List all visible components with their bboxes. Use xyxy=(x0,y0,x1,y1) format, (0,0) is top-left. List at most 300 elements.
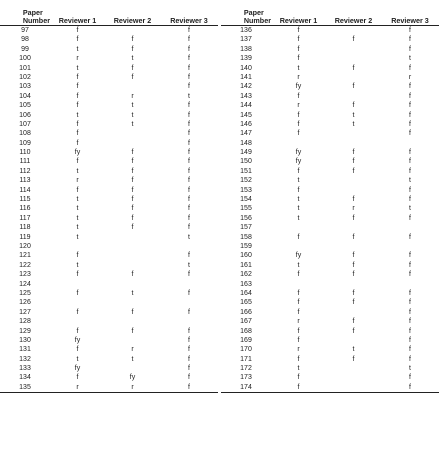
reviewer-2-cell: f xyxy=(131,214,134,222)
table-row xyxy=(221,214,439,223)
reviewer-1-cell: f xyxy=(76,139,79,147)
table-row xyxy=(0,261,218,270)
reviewer-3-cell: f xyxy=(188,224,190,232)
reviewer-1-cell: fy xyxy=(295,158,302,166)
reviewer-3-cell: f xyxy=(409,374,411,382)
reviewer-3-cell: f xyxy=(409,261,411,269)
reviewer-2-cell xyxy=(105,129,160,138)
table-row xyxy=(221,261,439,270)
reviewer-3-cell: f xyxy=(188,336,190,344)
reviewer-3-cell: f xyxy=(188,365,190,373)
reviewer-2-cell: f xyxy=(131,205,134,213)
reviewer-1-cell xyxy=(50,242,105,251)
reviewer-2-cell xyxy=(326,54,381,63)
reviewer-2-cell: f xyxy=(131,36,134,44)
reviewer-1-cell: r xyxy=(50,383,105,393)
reviewer-3-cell: f xyxy=(409,36,411,44)
reviewer-2-cell: t xyxy=(131,355,134,363)
paper-number-cell: 114 xyxy=(19,186,31,194)
paper-number-cell: 105 xyxy=(19,102,31,110)
paper-number-cell: 136 xyxy=(240,27,252,34)
paper-number-cell: 163 xyxy=(240,280,252,288)
reviewer-3-cell: f xyxy=(409,92,411,100)
reviewer-3-cell xyxy=(160,280,218,289)
paper-number-cell: 173 xyxy=(240,374,252,382)
paper-number-cell: 143 xyxy=(240,92,252,100)
reviewer-2-cell: f xyxy=(352,271,355,279)
paper-number-cell: 100 xyxy=(19,55,31,63)
paper-number-cell: 101 xyxy=(19,64,31,72)
reviewer-1-cell: t xyxy=(297,196,300,204)
reviewer-2-cell: f xyxy=(352,327,355,335)
reviewer-2-cell: f xyxy=(131,45,134,53)
reviewer-3-cell: f xyxy=(188,252,190,260)
table-row xyxy=(221,92,439,101)
header-row xyxy=(221,9,439,26)
reviewer-3-cell: f xyxy=(409,355,411,363)
reviewer-2-cell xyxy=(105,317,160,326)
reviewer-2-cell xyxy=(326,129,381,138)
reviewer-2-cell: f xyxy=(131,271,134,279)
paper-number-cell: 138 xyxy=(240,45,252,53)
paper-number-cell: 99 xyxy=(21,45,29,53)
table-row xyxy=(221,82,439,91)
table-row xyxy=(0,364,218,373)
reviewer-2-cell: f xyxy=(352,355,355,363)
paper-number-cell: 122 xyxy=(19,261,31,269)
paper-number-cell: 118 xyxy=(19,224,31,232)
reviewer-3-cell: t xyxy=(409,177,411,185)
reviewer-3-cell: f xyxy=(409,308,411,316)
reviewer-3-cell: t xyxy=(409,365,411,373)
reviewer-1-cell: f xyxy=(76,36,79,44)
paper-number-cell: 165 xyxy=(240,299,252,307)
reviewer-1-cell: f xyxy=(297,55,300,63)
paper-number-cell: 162 xyxy=(240,271,252,279)
reviewer-2-cell: t xyxy=(131,55,134,63)
reviewer-1-cell: f xyxy=(76,346,79,354)
paper-number-cell: 154 xyxy=(240,196,252,204)
reviewer-3-cell: f xyxy=(188,27,190,34)
reviewer-2-header: Reviewer 2 xyxy=(105,9,160,26)
table-row xyxy=(0,111,218,120)
reviewer-3-cell xyxy=(381,280,439,289)
reviewer-2-cell xyxy=(326,364,381,373)
reviewer-2-cell xyxy=(326,242,381,251)
paper-number-cell: 140 xyxy=(240,64,252,72)
table-row xyxy=(221,223,439,232)
table-row xyxy=(221,195,439,204)
table-row xyxy=(0,242,218,251)
paper-number-header: Paper Number xyxy=(0,9,50,26)
reviewer-2-cell: f xyxy=(131,224,134,232)
reviewer-1-cell: f xyxy=(297,308,300,316)
table-row xyxy=(221,73,439,82)
reviewer-1-cell: t xyxy=(76,355,79,363)
reviewer-3-cell: f xyxy=(188,177,190,185)
paper-number-cell: 127 xyxy=(19,308,31,316)
reviewer-1-cell xyxy=(271,242,326,251)
reviewer-3-cell: f xyxy=(188,111,190,119)
reviewer-1-cell: f xyxy=(76,158,79,166)
reviewer-2-cell: f xyxy=(352,196,355,204)
table-row xyxy=(221,317,439,326)
reviewer-1-cell: t xyxy=(297,64,300,72)
table-row xyxy=(221,270,439,279)
reviewer-3-header: Reviewer 3 xyxy=(160,9,218,26)
reviewer-2-cell xyxy=(326,336,381,345)
reviewer-2-cell xyxy=(105,139,160,148)
table-row xyxy=(0,82,218,91)
reviewer-1-cell: r xyxy=(297,346,300,354)
reviewer-3-cell: f xyxy=(409,111,411,119)
reviewer-2-cell: f xyxy=(352,299,355,307)
reviewer-2-cell xyxy=(105,298,160,307)
paper-number-cell: 109 xyxy=(19,139,31,147)
reviewer-3-cell: f xyxy=(188,139,190,147)
paper-number-cell: 104 xyxy=(19,92,31,100)
reviewer-1-cell: fy xyxy=(295,252,302,260)
reviewer-1-cell xyxy=(50,317,105,326)
reviewer-2-cell xyxy=(326,73,381,82)
table-row xyxy=(221,186,439,195)
table-row xyxy=(221,148,439,157)
table-row xyxy=(0,45,218,54)
table-row xyxy=(0,251,218,260)
reviewer-3-cell: f xyxy=(188,55,190,63)
paper-number-cell: 129 xyxy=(19,327,31,335)
paper-number-cell: 156 xyxy=(240,214,252,222)
reviewer-3-cell: f xyxy=(188,346,190,354)
table-row xyxy=(0,73,218,82)
reviewer-3-cell: f xyxy=(409,233,411,241)
paper-number-cell: 102 xyxy=(19,73,31,81)
reviewer-3-cell: f xyxy=(409,318,411,326)
reviewer-2-cell: f xyxy=(131,158,134,166)
reviewer-2-cell: f xyxy=(131,327,134,335)
reviewer-1-cell: f xyxy=(297,167,300,175)
reviewer-1-cell: f xyxy=(76,308,79,316)
table-row xyxy=(221,35,439,44)
reviewer-2-cell: f xyxy=(352,167,355,175)
reviewer-1-cell: fy xyxy=(74,365,81,373)
reviewer-1-cell xyxy=(271,280,326,289)
paper-number-cell: 167 xyxy=(240,318,252,326)
reviewer-2-cell: t xyxy=(131,102,134,110)
reviewer-1-cell: t xyxy=(76,45,79,53)
table-row xyxy=(221,251,439,260)
reviewer-2-cell: t xyxy=(131,289,134,297)
reviewer-1-cell: t xyxy=(76,233,79,241)
reviewer-3-cell xyxy=(160,317,218,326)
reviewer-2-cell: f xyxy=(352,149,355,157)
reviewer-1-cell: t xyxy=(297,365,300,373)
reviewer-1-cell: f xyxy=(297,271,300,279)
reviewer-2-cell xyxy=(326,223,381,232)
paper-number-cell: 116 xyxy=(19,205,31,213)
reviewer-1-header: Reviewer 1 xyxy=(50,9,105,26)
table-row xyxy=(221,373,439,382)
reviewer-3-cell: f xyxy=(188,355,190,363)
reviewer-3-cell: f xyxy=(188,308,190,316)
paper-number-cell: 130 xyxy=(19,336,31,344)
reviewer-2-cell: f xyxy=(352,36,355,44)
reviewer-3-cell: f xyxy=(409,130,411,138)
paper-number-cell: 115 xyxy=(19,196,31,204)
reviewer-1-cell: f xyxy=(76,252,79,260)
table-row xyxy=(0,64,218,73)
paper-number-cell: 168 xyxy=(240,327,252,335)
paper-number-cell: 159 xyxy=(240,242,252,250)
reviewer-3-cell: t xyxy=(188,233,190,241)
table-row xyxy=(0,129,218,138)
reviewer-3-cell xyxy=(381,242,439,251)
paper-number-cell: 108 xyxy=(19,130,31,138)
reviewer-2-cell: r xyxy=(131,346,134,354)
paper-number-cell: 147 xyxy=(240,130,252,138)
reviewer-3-cell: f xyxy=(188,327,190,335)
reviewer-2-cell: t xyxy=(352,346,355,354)
reviewer-1-cell: f xyxy=(76,102,79,110)
table-row xyxy=(221,298,439,307)
reviewer-2-cell xyxy=(105,336,160,345)
paper-number-cell: 103 xyxy=(19,83,31,91)
paper-number-cell: 145 xyxy=(240,111,252,119)
reviewer-3-cell: f xyxy=(188,158,190,166)
reviewer-1-cell: r xyxy=(297,102,300,110)
reviewer-3-cell: f xyxy=(188,120,190,128)
table-row xyxy=(0,345,218,354)
paper-number-cell: 131 xyxy=(19,346,31,354)
reviewer-2-cell: t xyxy=(131,111,134,119)
reviewer-2-cell: t xyxy=(352,120,355,128)
reviewer-1-cell: f xyxy=(297,327,300,335)
table-row xyxy=(221,280,439,289)
reviewer-3-cell: f xyxy=(188,167,190,175)
reviewer-3-cell: f xyxy=(409,120,411,128)
reviewer-2-cell: f xyxy=(352,64,355,72)
paper-number-cell: 161 xyxy=(240,261,252,269)
reviewer-2-cell xyxy=(326,186,381,195)
reviewer-1-cell xyxy=(50,280,105,289)
paper-number-cell: 111 xyxy=(19,158,31,166)
paper-number-cell: 150 xyxy=(240,158,252,166)
reviewer-2-cell xyxy=(326,373,381,382)
reviewer-1-cell: f xyxy=(297,186,300,194)
reviewer-3-cell: r xyxy=(408,73,412,81)
reviewer-3-cell: f xyxy=(188,64,190,72)
table-row xyxy=(221,336,439,345)
table-row xyxy=(0,167,218,176)
reviewer-1-cell: f xyxy=(297,36,300,44)
reviewer-2-cell: f xyxy=(131,73,134,81)
reviewer-3-cell: f xyxy=(409,158,411,166)
reviewer-3-cell: f xyxy=(188,102,190,110)
paper-number-cell: 149 xyxy=(240,149,252,157)
reviewer-2-cell: f xyxy=(352,318,355,326)
reviewer-1-cell: f xyxy=(76,27,79,34)
paper-number-cell: 134 xyxy=(19,374,31,382)
reviewer-2-cell: t xyxy=(131,120,134,128)
table-row xyxy=(221,139,439,148)
reviewer-3-cell: f xyxy=(409,299,411,307)
reviewer-3-cell xyxy=(160,298,218,307)
header-row xyxy=(0,9,218,26)
reviewer-2-cell xyxy=(105,242,160,251)
reviewer-1-cell: f xyxy=(297,27,300,34)
reviewer-3-cell: t xyxy=(409,55,411,63)
reviewer-3-cell: t xyxy=(188,92,190,100)
reviewer-2-cell: f xyxy=(131,308,134,316)
reviewer-1-cell: f xyxy=(76,73,79,81)
table-row xyxy=(0,214,218,223)
reviewer-1-cell: f xyxy=(297,111,300,119)
reviewer-1-cell: t xyxy=(297,261,300,269)
paper-number-cell: 126 xyxy=(19,299,31,307)
paper-number-cell: 169 xyxy=(240,336,252,344)
table-row xyxy=(0,308,218,317)
reviewer-1-cell: r xyxy=(76,177,79,185)
reviewer-3-cell xyxy=(160,242,218,251)
paper-number-cell: 135 xyxy=(0,383,50,393)
reviewer-2-cell xyxy=(326,26,381,36)
table-row xyxy=(221,345,439,354)
reviewer-1-cell: f xyxy=(297,299,300,307)
reviewer-2-cell: r xyxy=(131,92,134,100)
paper-number-cell: 148 xyxy=(240,139,252,147)
reviewer-3-cell: f xyxy=(188,73,190,81)
table-row xyxy=(0,92,218,101)
reviewer-1-cell: fy xyxy=(295,83,302,91)
table-row xyxy=(0,148,218,157)
paper-number-cell: 123 xyxy=(19,271,31,279)
reviewer-1-cell: t xyxy=(76,214,79,222)
paper-number-cell: 124 xyxy=(19,280,31,288)
table-row xyxy=(221,54,439,63)
reviewer-2-cell xyxy=(326,280,381,289)
table-row xyxy=(0,270,218,279)
reviewer-2-cell: f xyxy=(131,196,134,204)
reviewer-3-cell: f xyxy=(188,130,190,138)
reviewer-3-cell: f xyxy=(381,383,439,393)
reviewer-3-cell: f xyxy=(409,289,411,297)
reviewer-3-cell: f xyxy=(409,167,411,175)
table-row xyxy=(221,101,439,110)
table-row xyxy=(0,176,218,185)
reviewer-2-cell: f xyxy=(131,177,134,185)
table-row xyxy=(221,111,439,120)
reviewer-2-header: Reviewer 2 xyxy=(326,9,381,26)
reviewer-2-cell xyxy=(326,308,381,317)
table-row xyxy=(221,289,439,298)
reviewer-2-cell: f xyxy=(352,214,355,222)
reviewer-1-cell: r xyxy=(297,318,300,326)
reviewer-3-cell: f xyxy=(409,196,411,204)
reviewer-1-cell xyxy=(50,298,105,307)
reviewer-2-cell xyxy=(105,251,160,260)
paper-number-cell: 174 xyxy=(221,383,271,393)
table-row xyxy=(0,157,218,166)
table-body-left xyxy=(0,26,218,393)
reviewer-1-cell: t xyxy=(76,261,79,269)
table-row xyxy=(221,26,439,36)
paper-number-cell: 170 xyxy=(240,346,252,354)
table-row xyxy=(221,167,439,176)
table-body-right xyxy=(221,26,439,393)
table-row xyxy=(0,120,218,129)
reviewer-1-cell: fy xyxy=(74,149,81,157)
table-row xyxy=(0,186,218,195)
reviewer-3-cell: f xyxy=(409,45,411,53)
reviewer-2-cell: t xyxy=(352,111,355,119)
reviewer-1-cell: f xyxy=(297,233,300,241)
table-row xyxy=(221,364,439,373)
table-row xyxy=(0,204,218,213)
paper-number-cell: 112 xyxy=(19,167,31,175)
reviewer-3-header: Reviewer 3 xyxy=(381,9,439,26)
paper-number-cell: 172 xyxy=(240,365,252,373)
reviewer-3-cell: f xyxy=(188,36,190,44)
reviewer-3-cell: f xyxy=(188,45,190,53)
reviewer-1-cell: f xyxy=(76,83,79,91)
table-row xyxy=(221,120,439,129)
table-row xyxy=(0,383,218,393)
reviewer-1-cell: fy xyxy=(74,336,81,344)
reviewer-3-cell: f xyxy=(409,336,411,344)
reviewer-3-cell: f xyxy=(409,149,411,157)
table-row xyxy=(221,176,439,185)
paper-number-cell: 139 xyxy=(240,55,252,63)
paper-number-cell: 151 xyxy=(240,167,252,175)
reviewer-2-cell: f xyxy=(352,261,355,269)
table-row xyxy=(0,195,218,204)
paper-number-cell: 133 xyxy=(19,365,31,373)
paper-number-cell: 166 xyxy=(240,308,252,316)
reviewer-2-cell: f xyxy=(131,186,134,194)
reviewer-3-cell: f xyxy=(409,252,411,260)
table-row xyxy=(0,139,218,148)
reviewer-2-cell: r xyxy=(105,383,160,393)
reviewer-3-cell xyxy=(381,139,439,148)
table-row xyxy=(0,54,218,63)
reviewer-2-cell: f xyxy=(352,83,355,91)
table-row xyxy=(221,233,439,242)
reviewer-1-cell: f xyxy=(297,355,300,363)
paper-number-cell: 141 xyxy=(240,73,252,81)
paper-number-cell: 146 xyxy=(240,120,252,128)
reviewer-3-cell: f xyxy=(409,327,411,335)
reviewer-1-cell: f xyxy=(297,336,300,344)
reviewer-3-cell: f xyxy=(188,214,190,222)
reviewer-3-cell: f xyxy=(409,102,411,110)
reviewer-3-cell: f xyxy=(188,271,190,279)
reviewer-3-cell: f xyxy=(160,383,218,393)
table-row xyxy=(221,355,439,364)
reviewer-2-cell: f xyxy=(131,149,134,157)
table-row xyxy=(221,157,439,166)
table-row xyxy=(221,64,439,73)
reviewer-1-cell: f xyxy=(76,186,79,194)
reviewer-3-cell: f xyxy=(409,214,411,222)
reviewer-3-cell: f xyxy=(188,374,190,382)
paper-number-header: Paper Number xyxy=(221,9,271,26)
reviewer-1-cell: t xyxy=(76,196,79,204)
paper-number-cell: 158 xyxy=(240,233,252,241)
paper-number-cell: 98 xyxy=(21,36,29,44)
reviewer-1-cell: t xyxy=(297,214,300,222)
paper-number-cell: 164 xyxy=(240,289,252,297)
paper-number-cell: 117 xyxy=(19,214,31,222)
